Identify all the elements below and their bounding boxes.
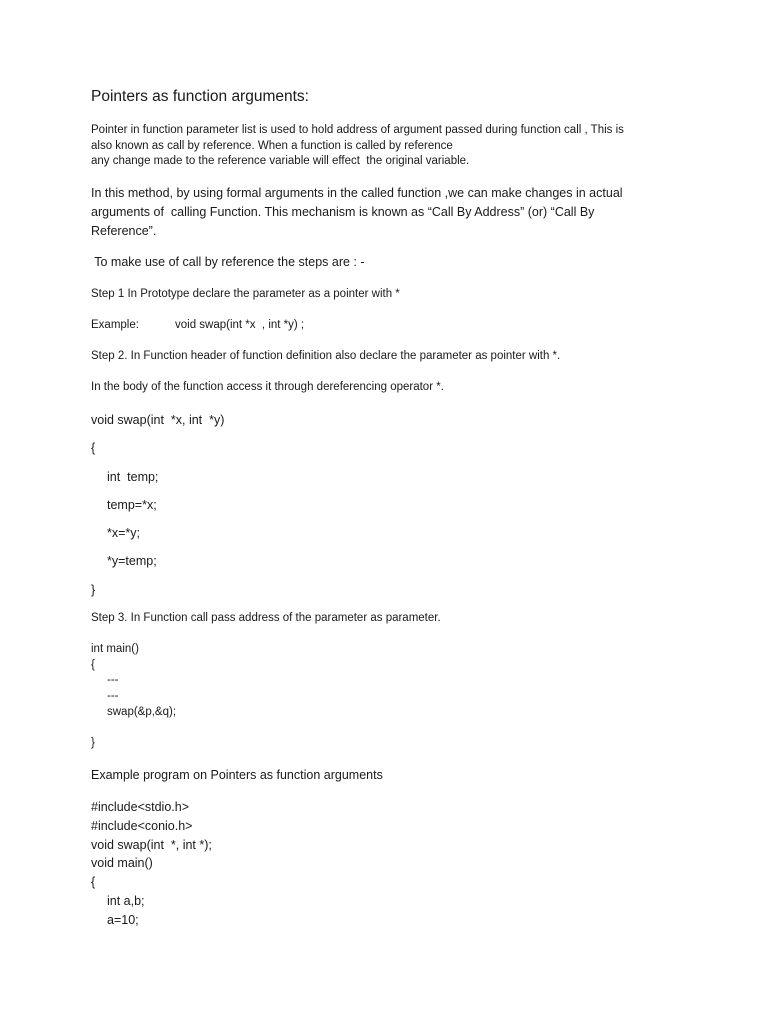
program-line: #include<conio.h> xyxy=(91,819,193,833)
main-open-brace: { xyxy=(91,659,95,671)
program-body-line: int a,b; xyxy=(107,894,145,908)
main-close-brace: } xyxy=(91,737,95,749)
swap-body-line: temp=*x; xyxy=(107,498,157,512)
steps-intro: To make use of call by reference the steps are : - xyxy=(91,255,365,269)
main-body-line: --- xyxy=(107,674,119,686)
example-code: void swap(int *x , int *y) ; xyxy=(175,319,305,331)
program-line: { xyxy=(91,875,96,889)
main-body-line: --- xyxy=(107,690,119,702)
method-line: arguments of calling Function. This mechanism is known as “Call By Address” (or) “Call By xyxy=(91,205,595,219)
main-header: int main() xyxy=(91,643,139,655)
intro-line: any change made to the reference variable will effect the original variable. xyxy=(91,155,470,167)
method-line: Reference”. xyxy=(91,224,157,238)
example-label: Example: xyxy=(91,319,139,331)
swap-body-line: *x=*y; xyxy=(107,526,141,540)
example-program-heading: Example program on Pointers as function arguments xyxy=(91,768,383,782)
intro-line: Pointer in function parameter list is used to hold address of argument passed during function call , This is xyxy=(91,124,624,136)
method-line: In this method, by using formal arguments in the called function ,we can make changes in actual xyxy=(91,186,623,200)
intro-line: also known as call by reference. When a function is called by reference xyxy=(91,140,453,152)
page-title: Pointers as function arguments: xyxy=(91,88,309,105)
main-body-line: swap(&p,&q); xyxy=(107,706,177,718)
swap-body-line: *y=temp; xyxy=(107,554,157,568)
program-line: #include<stdio.h> xyxy=(91,800,189,814)
step-3: Step 3. In Function call pass address of the parameter as parameter. xyxy=(91,612,441,624)
swap-close-brace: } xyxy=(91,583,96,597)
step-2-note: In the body of the function access it through dereferencing operator *. xyxy=(91,381,444,393)
program-line: void main() xyxy=(91,856,153,870)
swap-body-line: int temp; xyxy=(107,470,159,484)
program-body-line: a=10; xyxy=(107,913,139,927)
swap-header: void swap(int *x, int *y) xyxy=(91,413,225,427)
swap-open-brace: { xyxy=(91,441,96,455)
program-line: void swap(int *, int *); xyxy=(91,838,212,852)
step-1: Step 1 In Prototype declare the parameter as a pointer with * xyxy=(91,288,400,300)
step-2: Step 2. In Function header of function definition also declare the parameter as pointer with *. xyxy=(91,350,561,362)
